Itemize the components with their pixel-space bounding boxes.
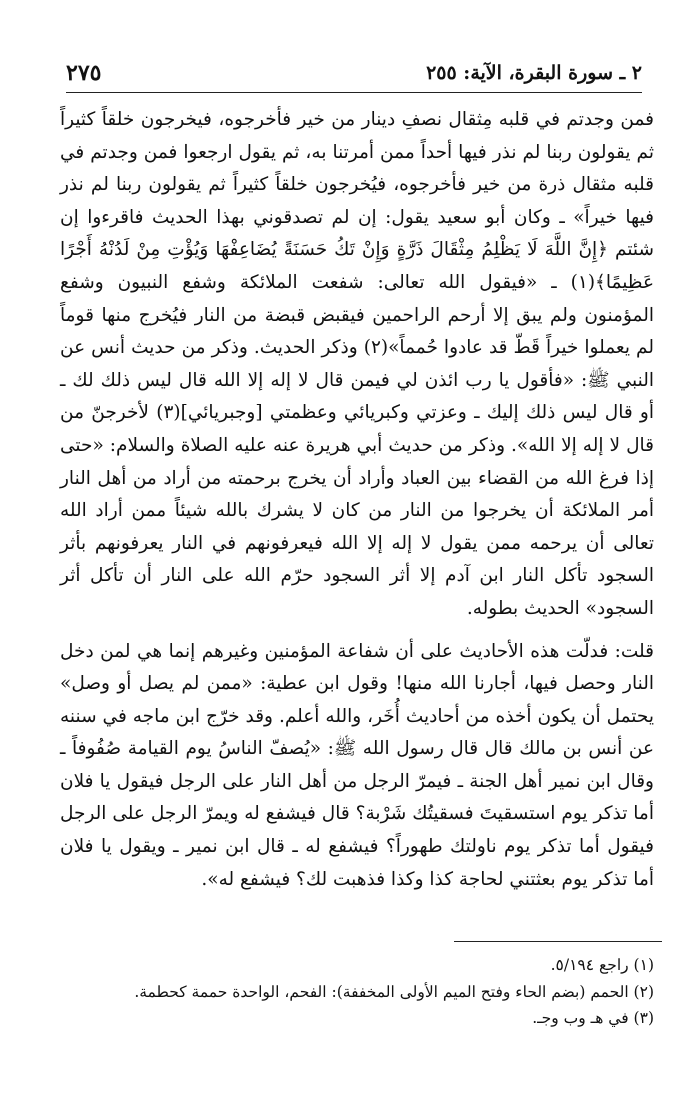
paragraph: فمن وجدتم في قلبه مِثقال نصفِ دينار من خير فأخرجوه، فيخرجون خلقاً كثيراً ثم يقولون ربنا لم نذر فيها أحداً ممن أمرتنا به، ثم يقول ارجعوا فمن وجدتم في قلبه مثقال ذرة من خير فأخرجوه، فيُخرجون خلقاً كثيراً ثم يقولون ربنا لم نذر فيها خيراً» ـ وكان أبو سعيد يقول: إن لم تصدقوني بهذا الحديث فاقرءوا إن شئتم ﴿إِنَّ اللَّهَ لَا يَظْلِمُ مِثْقَالَ ذَرَّةٍ وَإِنْ تَكُ حَسَنَةً يُضَاعِفْهَا وَيُؤْتِ مِنْ لَدُنْهُ أَجْرًا عَظِيمًا﴾(١) ـ «فيقول الله تعالى: شفعت الملائكة وشفع النبيون وشفع المؤمنون ولم يبق إلا أرحم الراحمين فيقبض قبضة من النار فيُخرج منها قوماً لم يعملوا خيراً قَطّ قد عادوا حُمماً»(٢) وذكر الحديث. وذكر من حديث أنس عن النبي ﷺ: «فأقول يا رب ائذن لي فيمن قال لا إله إلا الله قال ليس ذلك لك ـ أو قال ليس ذلك إليك ـ وعزتي وكبريائي وعظمتي [وجبريائي](٣) لأخرجنّ من قال لا إله إلا الله». وذكر من حديث أبي هريرة عنه عليه الصلاة والسلام: «حتى إذا فرغ الله من القضاء بين العباد وأراد أن يخرج برحمته من أراد من أهل النار أمر الملائكة أن يخرجوا من النار من كان لا يشرك بالله شيئاً ممن أراد الله تعالى أن يرحمه ممن يقول لا إله إلا الله فيعرفونهم في النار يعرفونهم بأثر السجود تأكل النار ابن آدم إلا أثر السجود حرّم الله على النار أن تأكل أثر السجود» الحديث بطوله. [60,109,655,619]
footnote: (١) راجع ٥/١٩٤. [550,956,654,974]
footnotes [60,952,654,1032]
running-title: ٢ ـ سورة البقرة، الآية: ٢٥٥ [426,62,642,84]
footnote-divider [454,941,662,942]
paragraph: قلت: فدلّت هذه الأحاديث على أن شفاعة المؤمنين وغيرهم إنما هي لمن دخل النار وحصل فيها، أجارنا الله منها! وقول ابن عطية: «ممن لم يصل أو وصل» يحتمل أن يكون أخذه من أحاديث أُخَر، والله أعلم. وقد خرّج ابن ماجه في سننه عن أنس بن مالك قال قال رسول الله ﷺ: «يُصفّ الناسُ يوم القيامة صُفُوفاً ـ وقال ابن نمير أهل الجنة ـ فيمرّ الرجل من أهل النار على الرجل فيقول يا فلان أما تذكر يوم استسقيتَ فسقيتُك شَرْبة؟ قال فيشفع له ويمرّ الرجل على الرجل فيقول أما تذكر يوم ناولتك طهوراً؟ فيشفع له ـ قال ابن نمير ـ ويقول يا فلان أما تذكر يوم بعثتني لحاجة كذا وكذا فذهبت لك؟ فيشفع له». [60,640,654,890]
footnote: (٣) في هـ وب وجـ. [532,1009,654,1027]
page-number: ٢٧٥ [66,60,102,86]
body-text [60,104,654,896]
page-header [66,52,642,93]
footnote: (٢) الحمم (بضم الحاء وفتح الميم الأولى المخففة): الفحم، الواحدة حممة كحطمة. [134,982,654,1001]
